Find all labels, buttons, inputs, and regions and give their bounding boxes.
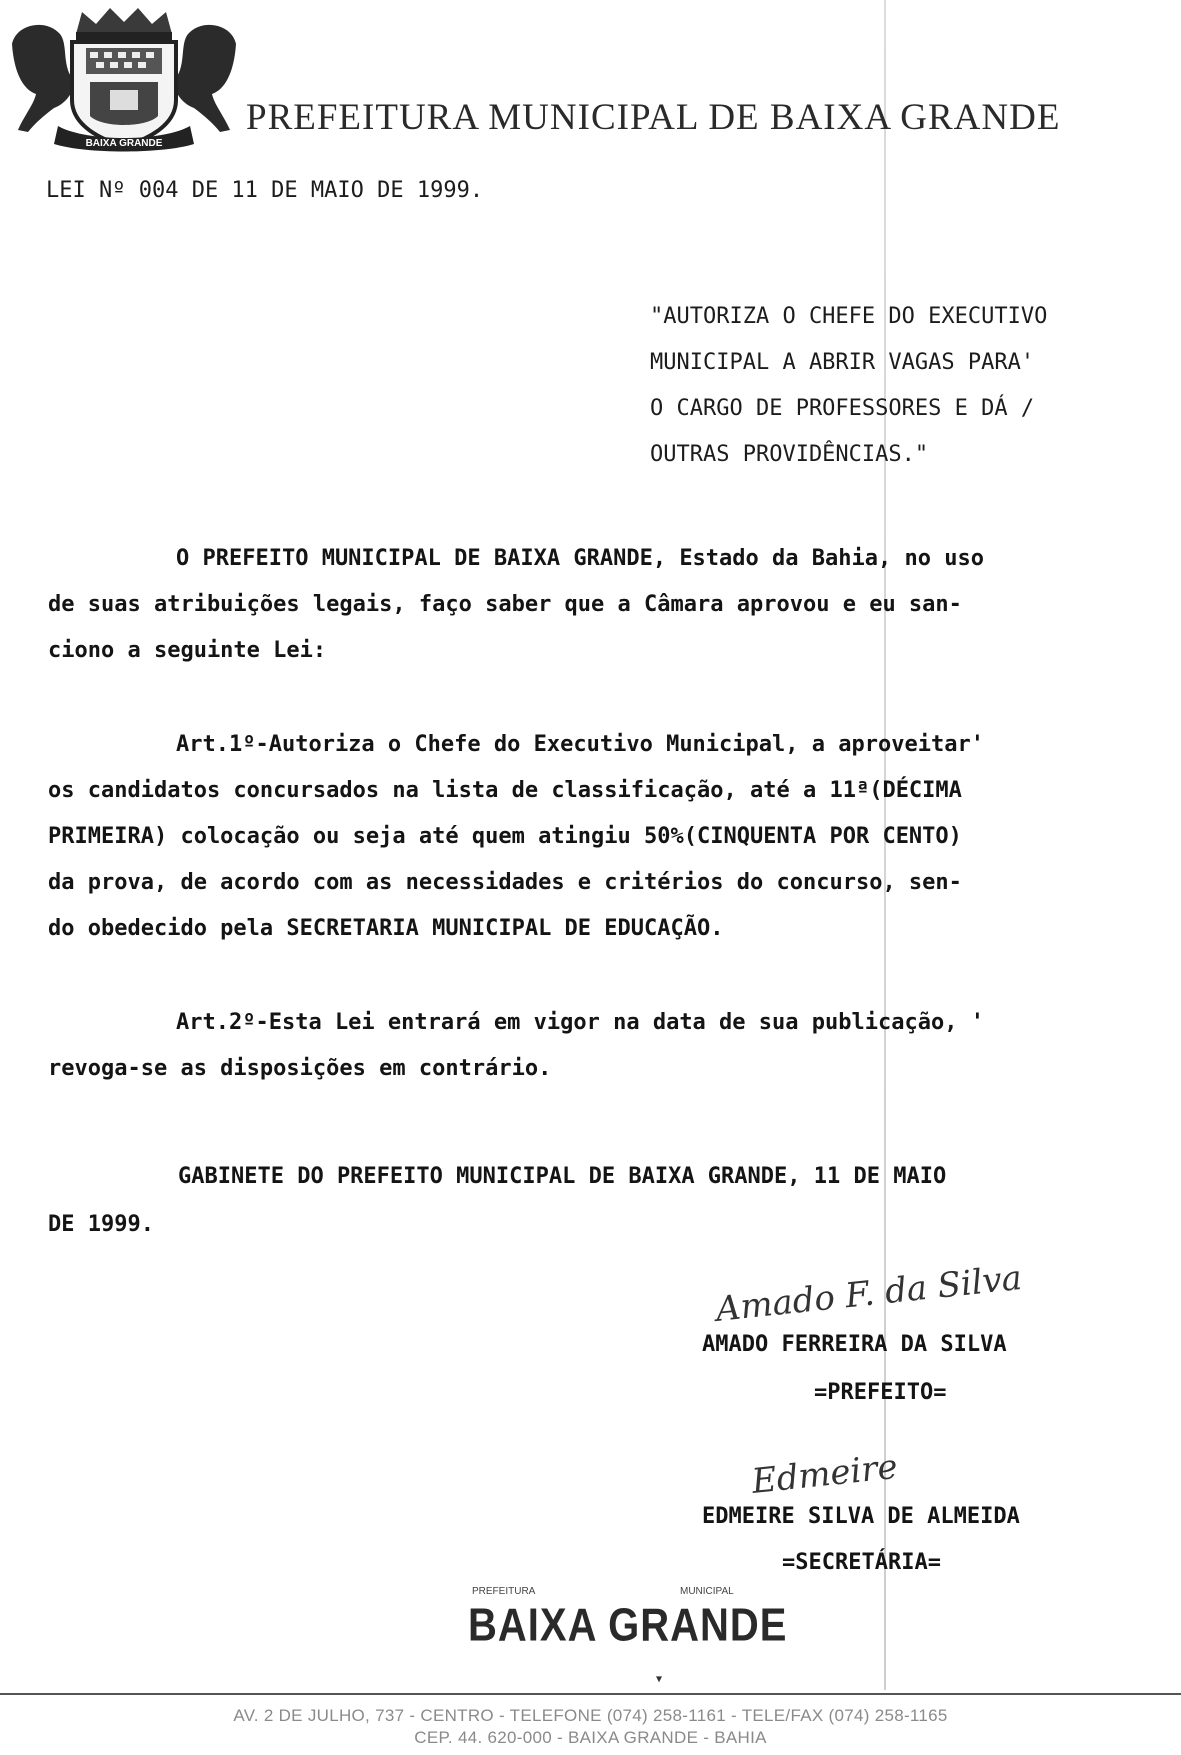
- article-2-line: revoga-se as disposições em contrário.: [48, 1056, 552, 1081]
- signatory-role: =SECRETÁRIA=: [782, 1550, 941, 1575]
- signatory-name: EDMEIRE SILVA DE ALMEIDA: [702, 1504, 1020, 1529]
- footer-address-line: AV. 2 DE JULHO, 737 - CENTRO - TELEFONE (074) 258-1161 - TELE/FAX (074) 258-1165: [233, 1706, 948, 1725]
- handwritten-signature: Amado F. da Silva: [713, 1257, 1024, 1330]
- article-1-line: da prova, de acordo com as necessidades e critérios do concurso, sen-: [48, 870, 962, 895]
- preamble-line: O PREFEITO MUNICIPAL DE BAIXA GRANDE, Estado da Bahia, no uso: [176, 546, 984, 571]
- article-1-line: do obedecido pela SECRETARIA MUNICIPAL DE EDUCAÇÃO.: [48, 916, 724, 941]
- footer-logo-prefix: PREFEITURA: [472, 1586, 536, 1597]
- closing-line: DE 1999.: [48, 1212, 154, 1237]
- footer-address-line: CEP. 44. 620-000 - BAIXA GRANDE - BAHIA: [414, 1728, 767, 1747]
- law-summary-line: MUNICIPAL A ABRIR VAGAS PARA': [650, 350, 1035, 375]
- letterhead-title: PREFEITURA MUNICIPAL DE BAIXA GRANDE: [246, 97, 1061, 138]
- law-summary-line: "AUTORIZA O CHEFE DO EXECUTIVO: [650, 304, 1048, 329]
- article-1-line: os candidatos concursados na lista de classificação, até a 11ª(DÉCIMA: [48, 778, 962, 803]
- article-1-line: Art.1º-Autoriza o Chefe do Executivo Municipal, a aproveitar': [176, 732, 984, 757]
- footer-logo-wordmark: BAIXA GRANDE: [468, 1600, 788, 1651]
- preamble-line: ciono a seguinte Lei:: [48, 638, 327, 663]
- coat-of-arms-label: BAIXA GRANDE: [85, 138, 163, 149]
- law-number: LEI Nº 004 DE 11 DE MAIO DE 1999.: [46, 178, 484, 203]
- law-summary: [650, 294, 1047, 478]
- closing-line: GABINETE DO PREFEITO MUNICIPAL DE BAIXA GRANDE, 11 DE MAIO: [178, 1164, 947, 1189]
- footer-logo-suffix: MUNICIPAL: [680, 1586, 734, 1597]
- law-summary-line: OUTRAS PROVIDÊNCIAS.": [650, 442, 929, 467]
- signatory-role: =PREFEITO=: [814, 1380, 947, 1405]
- signatory-name: AMADO FERREIRA DA SILVA: [702, 1332, 1007, 1357]
- footer-logo-arrow-icon: ▼: [656, 1674, 663, 1685]
- law-summary-line: O CARGO DE PROFESSORES E DÁ /: [650, 396, 1035, 421]
- coat-of-arms-icon: [6, 4, 242, 154]
- preamble-line: de suas atribuições legais, faço saber que a Câmara aprovou e eu san-: [48, 592, 962, 617]
- article-1-line: PRIMEIRA) colocação ou seja até quem atingiu 50%(CINQUENTA POR CENTO): [48, 824, 962, 849]
- footer-divider: [0, 1693, 1181, 1695]
- handwritten-signature: Edmeire: [749, 1446, 900, 1502]
- article-2-line: Art.2º-Esta Lei entrará em vigor na data de sua publicação, ': [176, 1010, 984, 1035]
